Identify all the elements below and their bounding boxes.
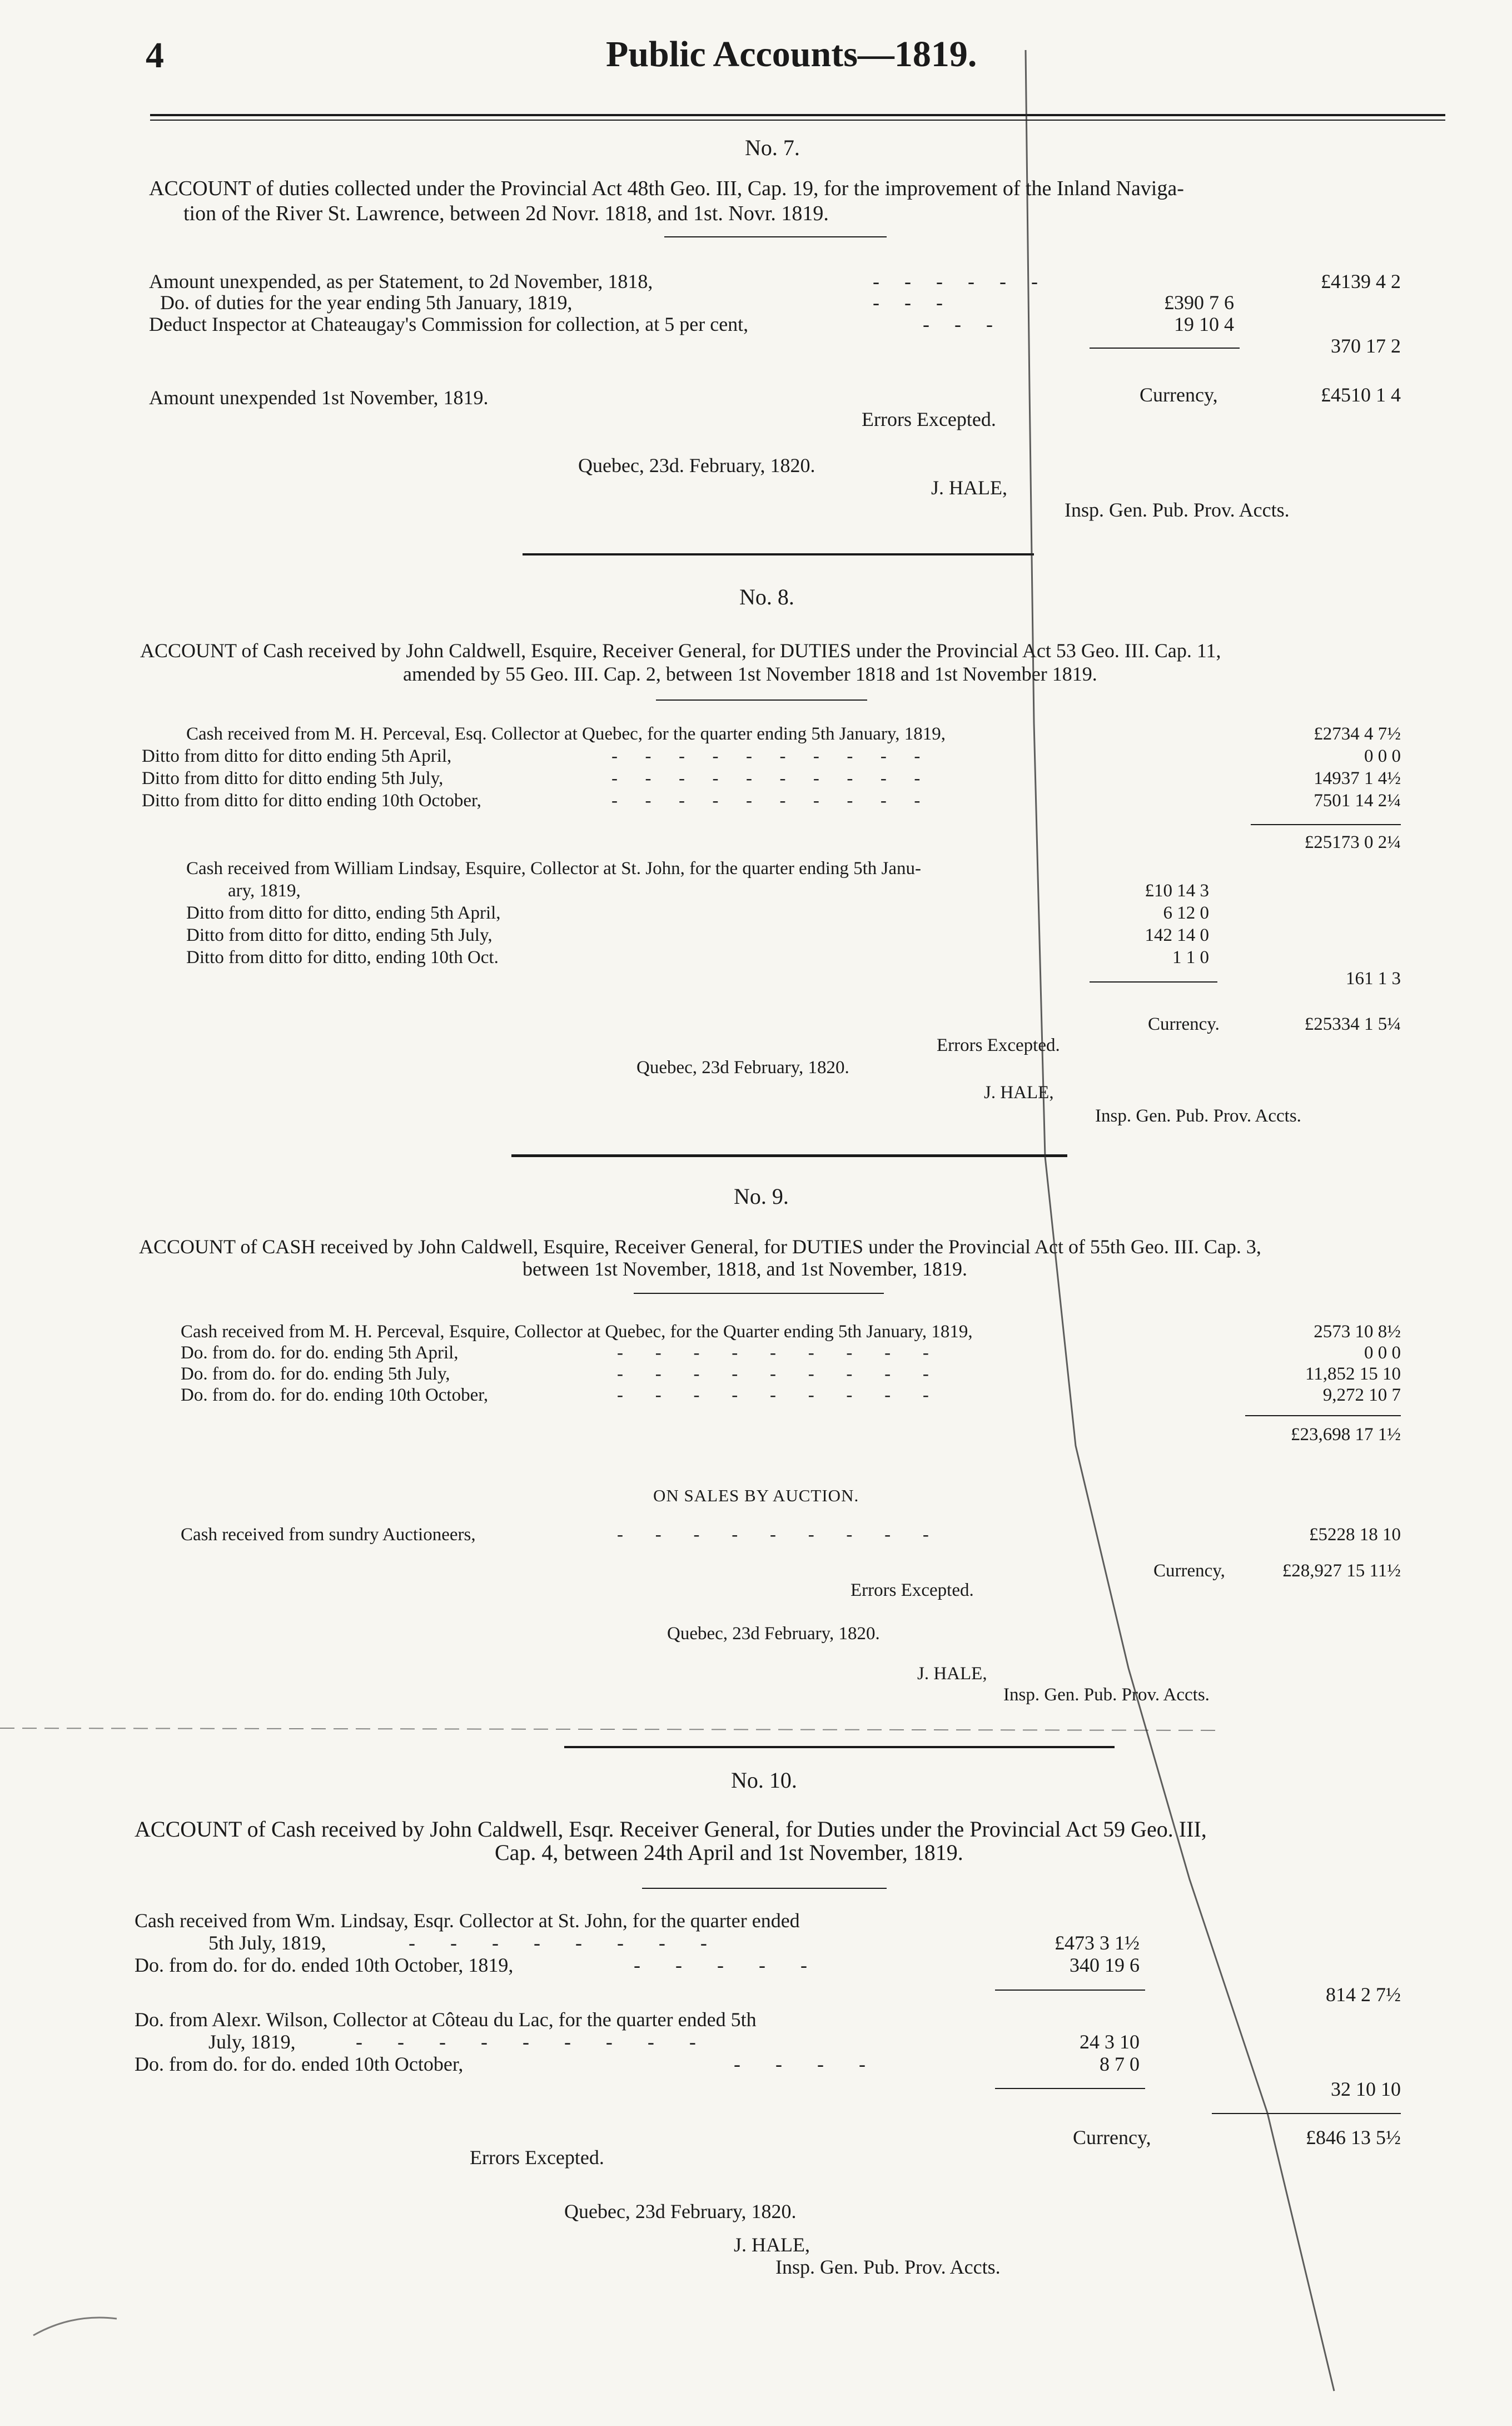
account-8-row-b1-sub: £10 14 3: [1145, 881, 1209, 901]
account-10-final-total: £846 13 5½: [1306, 2126, 1401, 2149]
account-9-subtotal: £23,698 17 1½: [1291, 1425, 1401, 1445]
account-7-row-3-total: 370 17 2: [1331, 335, 1401, 357]
leader-dots: - - -: [923, 313, 993, 335]
account-7-place-date: Quebec, 23d. February, 1820.: [578, 454, 815, 477]
account-9-number: No. 9.: [734, 1184, 789, 1209]
leader-dots: - - - - - - - - -: [617, 1525, 929, 1545]
account-8-row-a2: Ditto from ditto for ditto ending 5th April,: [142, 746, 452, 766]
leader-dots: - - - - - - - - -: [356, 2031, 696, 2053]
account-9-row-2-total: 0 0 0: [1364, 1343, 1401, 1363]
account-9-heading-line1: ACCOUNT of CASH received by John Caldwell, Esquire, Receiver General, for DUTIES under the Provincial Act of 55th Geo. III. Cap. 3,: [139, 1236, 1261, 1258]
account-10-row-2-sub: 340 19 6: [1070, 1954, 1140, 1976]
account-7-final-text: Amount unexpended 1st November, 1819.: [149, 386, 489, 409]
account-8-row-b2-sub: 6 12 0: [1163, 903, 1209, 923]
account-9-errors: Errors Excepted.: [850, 1580, 974, 1600]
account-10-signature-title: Insp. Gen. Pub. Prov. Accts.: [775, 2256, 1001, 2278]
account-9-row-2: Do. from do. for do. ending 5th April,: [181, 1343, 459, 1363]
account-8-row-a2-total: 0 0 0: [1364, 746, 1401, 766]
account-9-row-3: Do. from do. for do. ending 5th July,: [181, 1364, 450, 1384]
account-9-signature-title: Insp. Gen. Pub. Prov. Accts.: [1003, 1685, 1210, 1705]
account-8-total-rule: [1251, 824, 1401, 825]
account-7-row-2: Do. of duties for the year ending 5th January, 1819,: [160, 291, 573, 314]
account-10-signature: J. HALE,: [734, 2234, 810, 2256]
account-7-signature-title: Insp. Gen. Pub. Prov. Accts.: [1065, 499, 1290, 521]
account-9-row-1: Cash received from M. H. Perceval, Esquire, Collector at Quebec, for the Quarter ending 5th January, 1819,: [181, 1322, 973, 1342]
account-9-row-1-total: 2573 10 8½: [1314, 1322, 1401, 1342]
account-9-auction-total: £5228 18 10: [1309, 1525, 1401, 1545]
account-9-row-4: Do. from do. for do. ending 10th October,: [181, 1385, 489, 1405]
account-9-heading-line2: between 1st November, 1818, and 1st November, 1819.: [523, 1258, 967, 1280]
account-8-row-b4: Ditto from ditto for ditto, ending 10th Oct.: [186, 947, 499, 968]
account-8-currency-label: Currency.: [1148, 1014, 1220, 1034]
leader-dots: - - - - - - - - -: [617, 1364, 929, 1384]
account-8-sub-rule: [1090, 981, 1217, 983]
leader-dots: - - - - - - - - -: [617, 1343, 929, 1363]
account-10-total-rule: [1212, 2113, 1401, 2114]
account-8-row-b1: ary, 1819,: [228, 881, 301, 901]
account-10-row-4: Do. from do. for do. ended 10th October,: [135, 2053, 464, 2075]
leader-dots: - - - - - - - - - -: [611, 746, 921, 766]
account-10-subtotal-b: 32 10 10: [1331, 2078, 1401, 2100]
account-8-row-a4: Ditto from ditto for ditto ending 10th October,: [142, 791, 481, 811]
account-7-row-3: Deduct Inspector at Chateaugay's Commission for collection, at 5 per cent,: [149, 313, 749, 335]
leader-dots: - - - - - - - - - -: [611, 768, 921, 788]
account-9-heading-rule: [634, 1293, 884, 1294]
account-10-row-1-sub: £473 3 1½: [1055, 1932, 1140, 1954]
account-10-heading-line2: Cap. 4, between 24th April and 1st November, 1819.: [495, 1840, 963, 1865]
account-7-final-total: £4510 1 4: [1321, 384, 1401, 406]
account-10-row-1-line2: 5th July, 1819,: [208, 1932, 326, 1954]
header-rule-top: [150, 114, 1445, 116]
account-7-row-3-sub: 19 10 4: [1174, 313, 1234, 335]
account-9-currency-label: Currency,: [1153, 1561, 1225, 1581]
section-divider: [523, 553, 1034, 555]
account-9-auction-row: Cash received from sundry Auctioneers,: [181, 1525, 476, 1545]
account-8-heading-rule: [656, 699, 867, 701]
account-8-place-date: Quebec, 23d February, 1820.: [636, 1058, 849, 1078]
account-9-auction-heading: ON SALES BY AUCTION.: [653, 1486, 859, 1505]
account-9-signature: J. HALE,: [917, 1664, 987, 1684]
account-7-heading-rule: [664, 236, 887, 237]
account-7-row-1: Amount unexpended, as per Statement, to 2d November, 1818,: [149, 270, 653, 292]
account-10-row-1-line1: Cash received from Wm. Lindsay, Esqr. Collector at St. John, for the quarter ended: [135, 1909, 800, 1932]
account-9-row-4-total: 9,272 10 7: [1322, 1385, 1401, 1405]
account-10-row-4-sub: 8 7 0: [1100, 2053, 1140, 2075]
leader-dots: - - -: [873, 291, 943, 314]
leader-dots: - - - - - - - -: [409, 1932, 707, 1954]
account-8-final-total: £25334 1 5¼: [1304, 1014, 1401, 1034]
account-7-heading-line1: ACCOUNT of duties collected under the Provincial Act 48th Geo. III, Cap. 19, for the improvement of the Inland Naviga-: [149, 177, 1184, 200]
account-8-row-b3: Ditto from ditto for ditto, ending 5th July,: [186, 925, 493, 945]
account-8-subtotal-b: 161 1 3: [1346, 969, 1401, 989]
account-8-signature-title: Insp. Gen. Pub. Prov. Accts.: [1095, 1106, 1301, 1126]
leader-dots: - - - - - -: [873, 270, 1038, 292]
leader-dots: - - - - - - - - -: [617, 1385, 929, 1405]
account-7-number: No. 7.: [745, 135, 800, 160]
account-7-errors: Errors Excepted.: [862, 408, 996, 430]
account-10-heading-rule: [642, 1888, 887, 1889]
account-8-row-a3: Ditto from ditto for ditto ending 5th July,: [142, 768, 444, 788]
account-10-sub-rule-b: [995, 2088, 1145, 2089]
account-9-row-3-total: 11,852 15 10: [1305, 1364, 1401, 1384]
account-8-row-a1: Cash received from M. H. Perceval, Esq. Collector at Quebec, for the quarter ending 5th January, 1819,: [186, 724, 946, 744]
account-8-heading-line1: ACCOUNT of Cash received by John Caldwell, Esquire, Receiver General, for DUTIES under the Provincial Act 53 Geo. III. Cap. 11,: [140, 639, 1221, 662]
account-7-heading-line2: tion of the River St. Lawrence, between 2d Novr. 1818, and 1st. Novr. 1819.: [183, 202, 829, 225]
account-9-place-date: Quebec, 23d February, 1820.: [667, 1624, 880, 1644]
account-10-subtotal-a: 814 2 7½: [1326, 1983, 1401, 2006]
account-10-row-3-line1: Do. from Alexr. Wilson, Collector at Côteau du Lac, for the quarter ended 5th: [135, 2008, 757, 2031]
account-8-row-b4-sub: 1 1 0: [1172, 947, 1209, 968]
account-10-number: No. 10.: [731, 1768, 797, 1793]
page-title: Public Accounts—1819.: [606, 34, 977, 75]
leader-dots: - - - - - - - - - -: [611, 791, 921, 811]
account-10-heading-line1: ACCOUNT of Cash received by John Caldwell, Esqr. Receiver General, for Duties under the Provincial Act 59 Geo. III,: [135, 1817, 1207, 1842]
account-8-number: No. 8.: [739, 584, 794, 609]
account-7-row-1-total: £4139 4 2: [1321, 270, 1401, 292]
section-divider: [564, 1746, 1115, 1748]
account-7-signature: J. HALE,: [931, 477, 1007, 499]
account-10-sub-rule-a: [995, 1990, 1145, 1991]
page-number: 4: [146, 35, 164, 76]
account-7-sub-rule: [1090, 348, 1240, 349]
account-8-row-a1-total: £2734 4 7½: [1314, 724, 1401, 744]
leader-dots: - - - - -: [634, 1954, 807, 1976]
account-9-total-rule: [1245, 1415, 1401, 1416]
account-8-row-a3-total: 14937 1 4½: [1314, 768, 1401, 788]
account-9-final-total: £28,927 15 11½: [1282, 1561, 1401, 1581]
account-10-row-3-sub: 24 3 10: [1080, 2031, 1140, 2053]
account-10-currency-label: Currency,: [1073, 2126, 1151, 2149]
account-8-subtotal-a: £25173 0 2¼: [1304, 832, 1401, 852]
section-divider: [511, 1154, 1067, 1157]
account-10-row-2: Do. from do. for do. ended 10th October, 1819,: [135, 1954, 514, 1976]
account-10-errors: Errors Excepted.: [470, 2146, 604, 2169]
account-7-row-2-sub: £390 7 6: [1164, 291, 1234, 314]
account-8-errors: Errors Excepted.: [937, 1035, 1060, 1055]
account-10-place-date: Quebec, 23d February, 1820.: [564, 2200, 797, 2222]
account-8-signature: J. HALE,: [984, 1083, 1054, 1103]
account-8-row-b2: Ditto from ditto for ditto, ending 5th April,: [186, 903, 501, 923]
account-8-row-a4-total: 7501 14 2¼: [1314, 791, 1401, 811]
leader-dots: - - - -: [734, 2053, 866, 2075]
account-7-currency-label: Currency,: [1140, 384, 1218, 406]
account-8-row-b3-sub: 142 14 0: [1145, 925, 1209, 945]
account-8-row-b-intro: Cash received from William Lindsay, Esquire, Collector at St. John, for the quarter ending 5th Janu-: [186, 859, 922, 879]
account-10-row-3-line2: July, 1819,: [208, 2031, 296, 2053]
account-8-heading-line2: amended by 55 Geo. III. Cap. 2, between 1st November 1818 and 1st November 1819.: [403, 663, 1097, 685]
header-rule-bottom: [150, 120, 1445, 121]
